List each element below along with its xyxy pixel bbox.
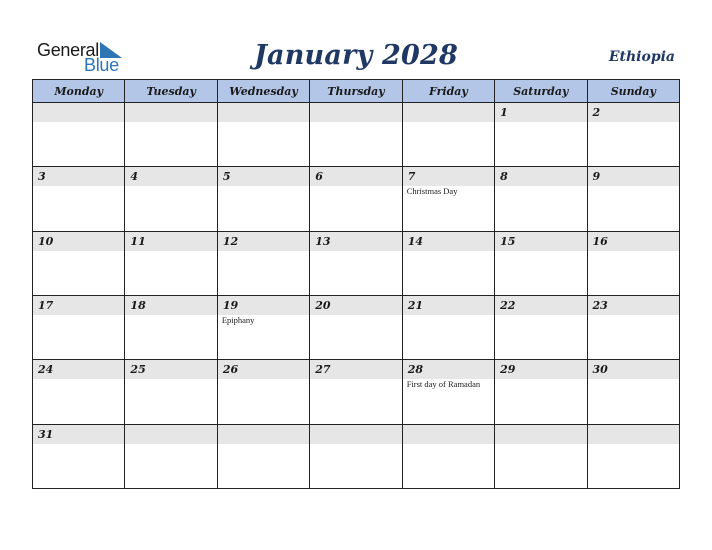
- day-number: 10: [38, 234, 54, 248]
- day-number-bar: [495, 167, 586, 186]
- day-number-bar: [310, 232, 401, 251]
- day-number: 30: [592, 363, 608, 377]
- calendar-title: January 2028: [254, 40, 458, 71]
- week-row: [33, 231, 680, 295]
- day-number-bar: [588, 167, 679, 186]
- day-number-bar: [218, 296, 309, 315]
- day-cell: [310, 167, 402, 231]
- day-number-bar: [33, 232, 124, 251]
- weekday-header-row: [33, 80, 680, 103]
- holiday-label: Epiphany: [221, 314, 255, 325]
- day-cell: [310, 360, 402, 424]
- day-number-bar: [33, 167, 124, 186]
- day-number-bar: [218, 103, 309, 122]
- day-cell: [495, 295, 587, 359]
- day-cell: [587, 231, 679, 295]
- day-number: 3: [38, 170, 46, 184]
- day-number-bar: [33, 425, 124, 444]
- day-cell: [310, 424, 402, 488]
- day-number: 19: [222, 298, 239, 312]
- day-number-bar: [218, 167, 309, 186]
- weekday-header: Monday: [33, 80, 125, 103]
- day-number-bar: [588, 232, 679, 251]
- day-number-bar: [125, 425, 216, 444]
- day-number: 25: [130, 363, 146, 377]
- day-number-bar: [403, 103, 494, 122]
- day-number-bar: [403, 425, 494, 444]
- day-cell: [125, 103, 217, 167]
- day-cell: [587, 167, 679, 231]
- day-number: 13: [315, 234, 331, 248]
- day-cell: [402, 167, 494, 231]
- day-cell: [125, 295, 217, 359]
- day-number-bar: [495, 360, 586, 379]
- day-number: 6: [315, 170, 323, 184]
- day-number: 8: [500, 170, 508, 184]
- day-number-bar: [495, 103, 586, 122]
- day-number-bar: [588, 360, 679, 379]
- day-cell: [217, 360, 309, 424]
- day-number: 7: [407, 170, 416, 184]
- day-number-bar: [403, 167, 494, 186]
- day-cell: [310, 295, 402, 359]
- week-row: [33, 424, 680, 488]
- day-number: 12: [222, 234, 239, 248]
- day-number-bar: [218, 425, 309, 444]
- day-cell: [33, 360, 125, 424]
- day-number: 27: [315, 363, 331, 377]
- day-cell: [125, 231, 217, 295]
- day-cell: [33, 424, 125, 488]
- day-cell: [402, 295, 494, 359]
- week-row: [33, 295, 680, 359]
- day-number-bar: [33, 360, 124, 379]
- day-cell: [402, 360, 494, 424]
- day-number: 21: [407, 298, 423, 312]
- day-number-bar: [588, 103, 679, 122]
- day-number-bar: [310, 360, 401, 379]
- day-number: 14: [407, 234, 423, 248]
- day-cell: [495, 167, 587, 231]
- day-number: 23: [592, 298, 608, 312]
- brand-word-general: General: [37, 40, 99, 60]
- day-number-bar: [125, 167, 216, 186]
- day-number-bar: [218, 232, 309, 251]
- day-number: 17: [38, 298, 54, 312]
- day-number: 16: [592, 234, 608, 248]
- day-cell: [310, 231, 402, 295]
- weekday-header: Friday: [402, 80, 494, 103]
- day-cell: [495, 424, 587, 488]
- day-cell: [33, 103, 125, 167]
- day-number: 11: [130, 234, 146, 248]
- calendar-grid: [32, 79, 680, 489]
- day-cell: [495, 231, 587, 295]
- weekday-header: Tuesday: [125, 80, 217, 103]
- holiday-label: First day of Ramadan: [406, 379, 481, 390]
- day-number-bar: [403, 296, 494, 315]
- day-number-bar: [33, 296, 124, 315]
- day-number-bar: [33, 103, 124, 122]
- day-number: 31: [38, 427, 54, 441]
- day-number-bar: [125, 103, 216, 122]
- day-number: 28: [407, 363, 423, 377]
- day-number: 29: [500, 363, 516, 377]
- day-number-bar: [218, 360, 309, 379]
- day-cell: [402, 103, 494, 167]
- country-label: Ethiopia: [608, 49, 675, 65]
- day-number-bar: [403, 232, 494, 251]
- day-number-bar: [495, 425, 586, 444]
- day-number-bar: [588, 296, 679, 315]
- weekday-header: Thursday: [310, 80, 402, 103]
- week-row: [33, 103, 680, 167]
- day-number: 5: [222, 170, 231, 184]
- day-number: 9: [592, 170, 601, 184]
- brand-word-blue: Blue: [84, 55, 119, 75]
- day-cell: [217, 424, 309, 488]
- day-number-bar: [310, 103, 401, 122]
- day-number: 22: [500, 298, 516, 312]
- day-number: 24: [38, 363, 54, 377]
- day-number: 1: [500, 106, 508, 119]
- day-number-bar: [125, 360, 216, 379]
- holiday-label: Christmas Day: [406, 186, 458, 197]
- day-cell: [587, 424, 679, 488]
- day-number-bar: [125, 232, 216, 251]
- day-number-bar: [495, 296, 586, 315]
- day-number: 15: [500, 234, 516, 248]
- day-number-bar: [125, 296, 216, 315]
- day-number-bar: [310, 167, 401, 186]
- day-number-bar: [310, 296, 401, 315]
- day-number-bar: [310, 425, 401, 444]
- day-cell: [217, 231, 309, 295]
- day-cell: [495, 360, 587, 424]
- day-cell: [125, 360, 217, 424]
- day-cell: [587, 103, 679, 167]
- day-cell: [217, 167, 309, 231]
- day-cell: [310, 103, 402, 167]
- day-cell: [587, 360, 679, 424]
- day-cell: [125, 424, 217, 488]
- day-cell: [33, 167, 125, 231]
- week-row: [33, 167, 680, 231]
- day-cell: [125, 167, 217, 231]
- day-cell: [217, 103, 309, 167]
- day-cell: [33, 231, 125, 295]
- day-cell: [402, 424, 494, 488]
- day-cell: [33, 295, 125, 359]
- weekday-header: Wednesday: [217, 80, 309, 103]
- day-number: 18: [130, 298, 146, 312]
- day-number: 2: [592, 106, 601, 119]
- day-cell: [587, 295, 679, 359]
- weekday-header: Saturday: [495, 80, 587, 103]
- day-number-bar: [495, 232, 586, 251]
- day-number-bar: [403, 360, 494, 379]
- day-number: 20: [315, 298, 331, 312]
- day-number-bar: [588, 425, 679, 444]
- day-cell: [402, 231, 494, 295]
- day-number: 4: [130, 170, 139, 184]
- day-cell: [495, 103, 587, 167]
- day-cell: [217, 295, 309, 359]
- day-number: 26: [222, 363, 239, 377]
- week-row: [33, 360, 680, 424]
- weekday-header: Sunday: [587, 80, 679, 103]
